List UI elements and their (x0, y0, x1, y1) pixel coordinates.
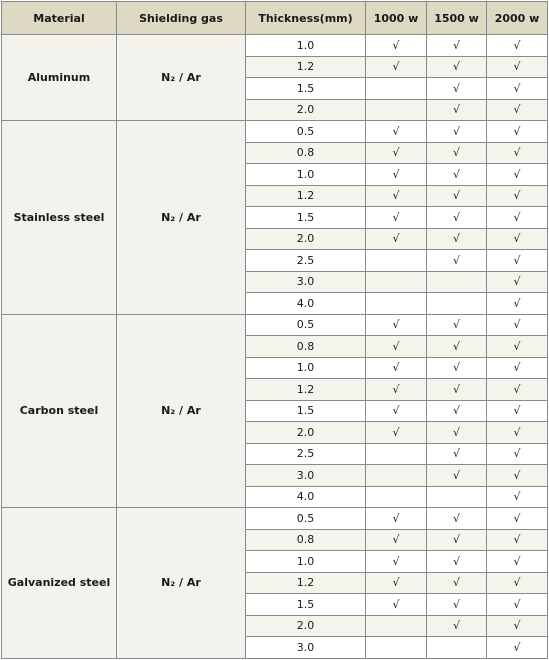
capability-cell-1500w (427, 465, 487, 487)
capability-cell-2000w (487, 443, 548, 465)
capability-cell-1000w (366, 400, 427, 422)
capability-cell-2000w (487, 56, 548, 78)
table-row (2, 314, 548, 336)
capability-cell-1500w (427, 250, 487, 272)
capability-cell-1000w (366, 486, 427, 508)
check-mark-icon: √ (392, 210, 400, 224)
check-mark-icon: √ (513, 511, 521, 525)
capability-cell-1500w (427, 357, 487, 379)
capability-cell-1500w (427, 637, 487, 659)
capability-cell-1000w (366, 121, 427, 143)
capability-cell-1500w (427, 207, 487, 229)
check-mark-icon: √ (513, 189, 521, 203)
shielding-gas-cell: N₂ / Ar (117, 35, 246, 121)
thickness-cell: 1.2 (246, 572, 366, 594)
thickness-cell: 0.5 (246, 508, 366, 530)
check-mark-icon: √ (513, 103, 521, 117)
check-mark-icon: √ (392, 404, 400, 418)
capability-cell-1000w (366, 379, 427, 401)
capability-cell-1500w (427, 400, 487, 422)
capability-cell-1500w (427, 336, 487, 358)
capability-cell-2000w (487, 164, 548, 186)
check-mark-icon: √ (452, 404, 460, 418)
check-mark-icon: √ (452, 253, 460, 267)
thickness-cell: 4.0 (246, 486, 366, 508)
capability-cell-2000w (487, 486, 548, 508)
capability-cell-1000w (366, 99, 427, 121)
thickness-cell: 1.0 (246, 35, 366, 57)
thickness-cell: 1.0 (246, 551, 366, 573)
capability-cell-1500w (427, 271, 487, 293)
check-mark-icon: √ (452, 425, 460, 439)
capability-cell-2000w (487, 78, 548, 100)
capability-cell-1500w (427, 379, 487, 401)
header-row (2, 2, 548, 35)
check-mark-icon: √ (452, 511, 460, 525)
check-mark-icon: √ (452, 124, 460, 138)
capability-cell-1500w (427, 551, 487, 573)
capability-cell-1000w (366, 228, 427, 250)
check-mark-icon: √ (392, 38, 400, 52)
capability-cell-1500w (427, 228, 487, 250)
check-mark-icon: √ (513, 146, 521, 160)
check-mark-icon: √ (392, 511, 400, 525)
table-row (2, 35, 548, 57)
check-mark-icon: √ (452, 146, 460, 160)
check-mark-icon: √ (392, 576, 400, 590)
capability-cell-2000w (487, 293, 548, 315)
check-mark-icon: √ (513, 382, 521, 396)
capability-cell-1000w (366, 314, 427, 336)
capability-cell-1000w (366, 271, 427, 293)
thickness-cell: 1.0 (246, 357, 366, 379)
check-mark-icon: √ (513, 619, 521, 633)
capability-cell-1500w (427, 142, 487, 164)
capability-cell-1500w (427, 615, 487, 637)
thickness-cell: 1.5 (246, 594, 366, 616)
capability-cell-1500w (427, 422, 487, 444)
material-cell: Carbon steel (2, 314, 117, 508)
check-mark-icon: √ (392, 189, 400, 203)
thickness-cell: 1.2 (246, 185, 366, 207)
table-body (2, 35, 548, 659)
thickness-cell: 2.5 (246, 250, 366, 272)
capability-cell-1000w (366, 529, 427, 551)
capability-cell-1000w (366, 422, 427, 444)
check-mark-icon: √ (513, 253, 521, 267)
capability-cell-1500w (427, 293, 487, 315)
thickness-cell: 1.5 (246, 78, 366, 100)
thickness-cell: 2.0 (246, 99, 366, 121)
capability-cell-1500w (427, 314, 487, 336)
check-mark-icon: √ (513, 339, 521, 353)
check-mark-icon: √ (513, 210, 521, 224)
laser-capability-table (1, 1, 548, 659)
check-mark-icon: √ (513, 533, 521, 547)
capability-cell-2000w (487, 422, 548, 444)
check-mark-icon: √ (452, 382, 460, 396)
thickness-cell: 2.0 (246, 228, 366, 250)
capability-cell-2000w (487, 228, 548, 250)
check-mark-icon: √ (392, 554, 400, 568)
capability-cell-2000w (487, 572, 548, 594)
check-mark-icon: √ (452, 619, 460, 633)
table-row (2, 508, 548, 530)
capability-cell-1500w (427, 99, 487, 121)
capability-cell-2000w (487, 35, 548, 57)
capability-cell-2000w (487, 121, 548, 143)
thickness-cell: 3.0 (246, 271, 366, 293)
capability-cell-1500w (427, 443, 487, 465)
capability-cell-2000w (487, 465, 548, 487)
check-mark-icon: √ (452, 339, 460, 353)
check-mark-icon: √ (513, 81, 521, 95)
capability-cell-2000w (487, 336, 548, 358)
thickness-cell: 0.8 (246, 142, 366, 164)
capability-cell-2000w (487, 551, 548, 573)
capability-cell-1000w (366, 250, 427, 272)
check-mark-icon: √ (392, 167, 400, 181)
thickness-cell: 3.0 (246, 465, 366, 487)
capability-cell-2000w (487, 207, 548, 229)
header-1500w: 1500 w (427, 2, 487, 35)
check-mark-icon: √ (452, 576, 460, 590)
capability-cell-2000w (487, 357, 548, 379)
capability-cell-2000w (487, 99, 548, 121)
capability-cell-1500w (427, 35, 487, 57)
check-mark-icon: √ (392, 533, 400, 547)
capability-cell-2000w (487, 314, 548, 336)
check-mark-icon: √ (392, 382, 400, 396)
check-mark-icon: √ (513, 447, 521, 461)
thickness-cell: 0.8 (246, 529, 366, 551)
check-mark-icon: √ (452, 361, 460, 375)
check-mark-icon: √ (452, 597, 460, 611)
check-mark-icon: √ (513, 275, 521, 289)
check-mark-icon: √ (513, 167, 521, 181)
check-mark-icon: √ (513, 554, 521, 568)
header-1000w: 1000 w (366, 2, 427, 35)
capability-cell-2000w (487, 379, 548, 401)
capability-cell-2000w (487, 185, 548, 207)
thickness-cell: 4.0 (246, 293, 366, 315)
thickness-cell: 0.5 (246, 121, 366, 143)
shielding-gas-cell: N₂ / Ar (117, 314, 246, 508)
capability-cell-1500w (427, 594, 487, 616)
header-2000w: 2000 w (487, 2, 548, 35)
capability-cell-1500w (427, 78, 487, 100)
check-mark-icon: √ (452, 81, 460, 95)
check-mark-icon: √ (452, 103, 460, 117)
check-mark-icon: √ (452, 189, 460, 203)
check-mark-icon: √ (452, 38, 460, 52)
capability-cell-1000w (366, 443, 427, 465)
capability-cell-1000w (366, 142, 427, 164)
check-mark-icon: √ (452, 318, 460, 332)
check-mark-icon: √ (513, 425, 521, 439)
check-mark-icon: √ (513, 296, 521, 310)
capability-cell-1000w (366, 56, 427, 78)
check-mark-icon: √ (392, 124, 400, 138)
thickness-cell: 1.5 (246, 207, 366, 229)
capability-cell-2000w (487, 637, 548, 659)
thickness-cell: 1.5 (246, 400, 366, 422)
capability-cell-1500w (427, 185, 487, 207)
check-mark-icon: √ (452, 447, 460, 461)
check-mark-icon: √ (392, 146, 400, 160)
thickness-cell: 2.5 (246, 443, 366, 465)
capability-cell-1000w (366, 185, 427, 207)
check-mark-icon: √ (513, 38, 521, 52)
check-mark-icon: √ (392, 60, 400, 74)
header-shielding-gas: Shielding gas (117, 2, 246, 35)
check-mark-icon: √ (513, 232, 521, 246)
header-material: Material (2, 2, 117, 35)
check-mark-icon: √ (513, 640, 521, 654)
capability-cell-1000w (366, 357, 427, 379)
capability-cell-1000w (366, 293, 427, 315)
capability-cell-1500w (427, 486, 487, 508)
check-mark-icon: √ (392, 361, 400, 375)
capability-cell-1000w (366, 637, 427, 659)
shielding-gas-cell: N₂ / Ar (117, 508, 246, 659)
capability-cell-1000w (366, 164, 427, 186)
table-row (2, 121, 548, 143)
check-mark-icon: √ (513, 490, 521, 504)
check-mark-icon: √ (452, 210, 460, 224)
check-mark-icon: √ (452, 60, 460, 74)
check-mark-icon: √ (513, 318, 521, 332)
thickness-cell: 2.0 (246, 422, 366, 444)
thickness-cell: 2.0 (246, 615, 366, 637)
material-cell: Galvanized steel (2, 508, 117, 659)
capability-cell-1000w (366, 615, 427, 637)
thickness-cell: 0.5 (246, 314, 366, 336)
capability-cell-1500w (427, 164, 487, 186)
thickness-cell: 1.2 (246, 56, 366, 78)
capability-cell-1000w (366, 508, 427, 530)
capability-cell-1500w (427, 121, 487, 143)
capability-cell-1000w (366, 551, 427, 573)
check-mark-icon: √ (513, 60, 521, 74)
check-mark-icon: √ (392, 339, 400, 353)
capability-cell-2000w (487, 271, 548, 293)
check-mark-icon: √ (452, 468, 460, 482)
capability-cell-1000w (366, 594, 427, 616)
thickness-cell: 3.0 (246, 637, 366, 659)
capability-cell-2000w (487, 400, 548, 422)
capability-cell-1500w (427, 508, 487, 530)
check-mark-icon: √ (392, 318, 400, 332)
capability-cell-2000w (487, 250, 548, 272)
capability-cell-1500w (427, 529, 487, 551)
capability-cell-1500w (427, 572, 487, 594)
check-mark-icon: √ (452, 232, 460, 246)
check-mark-icon: √ (452, 533, 460, 547)
header-thickness: Thickness(mm) (246, 2, 366, 35)
check-mark-icon: √ (392, 232, 400, 246)
check-mark-icon: √ (513, 404, 521, 418)
capability-cell-2000w (487, 142, 548, 164)
capability-cell-1000w (366, 465, 427, 487)
check-mark-icon: √ (513, 597, 521, 611)
check-mark-icon: √ (513, 468, 521, 482)
thickness-cell: 0.8 (246, 336, 366, 358)
capability-cell-2000w (487, 529, 548, 551)
capability-cell-2000w (487, 615, 548, 637)
check-mark-icon: √ (513, 361, 521, 375)
capability-cell-1000w (366, 35, 427, 57)
check-mark-icon: √ (513, 124, 521, 138)
check-mark-icon: √ (392, 425, 400, 439)
capability-cell-1500w (427, 56, 487, 78)
capability-cell-2000w (487, 508, 548, 530)
shielding-gas-cell: N₂ / Ar (117, 121, 246, 315)
check-mark-icon: √ (452, 554, 460, 568)
capability-cell-1000w (366, 572, 427, 594)
capability-cell-1000w (366, 207, 427, 229)
check-mark-icon: √ (513, 576, 521, 590)
material-cell: Stainless steel (2, 121, 117, 315)
thickness-cell: 1.2 (246, 379, 366, 401)
material-cell: Aluminum (2, 35, 117, 121)
capability-cell-1000w (366, 336, 427, 358)
capability-cell-2000w (487, 594, 548, 616)
capability-cell-1000w (366, 78, 427, 100)
check-mark-icon: √ (452, 167, 460, 181)
check-mark-icon: √ (392, 597, 400, 611)
thickness-cell: 1.0 (246, 164, 366, 186)
